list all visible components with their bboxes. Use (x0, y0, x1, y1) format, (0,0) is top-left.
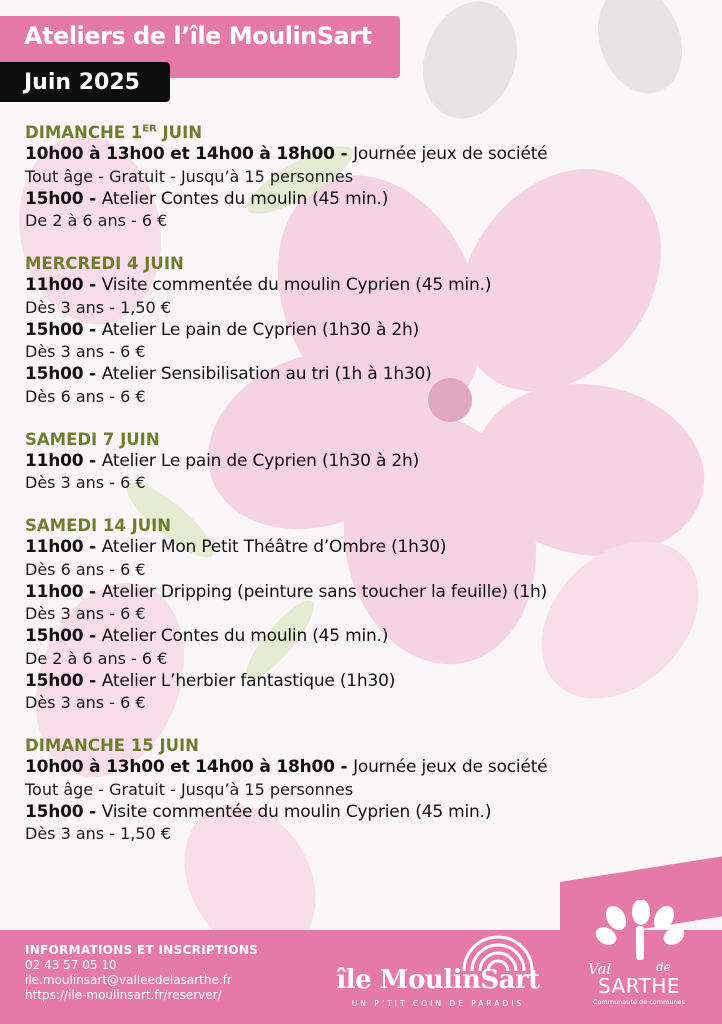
day-title (25, 735, 705, 756)
day-title-text: SAMEDI 14 JUIN (25, 516, 172, 535)
event-heading (25, 319, 705, 342)
day-title (25, 253, 705, 274)
day-title (25, 429, 705, 450)
event-separator: - (83, 450, 102, 471)
event-heading (25, 625, 705, 648)
event-info: Tout âge - Gratuit - Jusqu’à 15 personnes (25, 166, 354, 186)
day-section (25, 429, 705, 495)
event-time: 15h00 (25, 364, 84, 384)
event-time: 10h00 à 13h00 et 14h00 à 18h00 (25, 144, 335, 164)
event-heading (25, 143, 705, 166)
day-title-suffix: JUIN (156, 123, 203, 142)
event-name: Journée jeux de société (353, 757, 548, 777)
page-title: Ateliers de l’île MoulinSart (24, 22, 372, 50)
event-name: Visite commentée du moulin Cyprien (45 min.) (101, 801, 492, 822)
contact-info (25, 942, 258, 1003)
event-info: Dès 3 ans - 6 € (25, 693, 146, 712)
event-time: 11h00 (25, 581, 84, 602)
event-info: Dès 6 ans - 6 € (25, 559, 146, 579)
event-heading (25, 756, 705, 779)
day-section (25, 253, 705, 408)
event-separator: - (83, 581, 102, 602)
event-separator: - (83, 626, 102, 646)
day-title (25, 122, 705, 143)
hands-tree-icon (586, 900, 692, 962)
page-subtitle: Juin 2025 (24, 70, 140, 95)
event-separator: - (83, 670, 102, 691)
event-separator: - (83, 275, 102, 295)
event-info: Dès 3 ans - 6 € (25, 342, 146, 361)
day-title (25, 515, 705, 536)
event-time: 15h00 (25, 670, 84, 691)
event-heading (25, 188, 705, 211)
event-separator: - (83, 801, 102, 822)
day-title-text: DIMANCHE 1 (25, 123, 143, 142)
event-name: Atelier Le pain de Cyprien (1h30 à 2h) (101, 319, 420, 340)
event-name: Atelier Le pain de Cyprien (1h30 à 2h) (101, 450, 420, 471)
logo-name: île MoulinSart (336, 965, 540, 995)
event-heading (25, 801, 705, 824)
event-name: Atelier Sensibilisation au tri (1h à 1h30) (101, 364, 432, 384)
event-name: Atelier L’herbier fantastique (1h30) (101, 670, 396, 691)
day-title-text: MERCREDI 4 JUIN (25, 254, 184, 273)
event-name: Journée jeux de société (353, 144, 548, 164)
event-info: Dès 3 ans - 1,50 € (25, 824, 171, 843)
event-heading (25, 581, 705, 604)
event-heading (25, 536, 705, 559)
event-info: Dès 6 ans - 6 € (25, 386, 146, 406)
event-info: De 2 à 6 ans - 6 € (25, 648, 168, 668)
day-title-sup: ER (142, 123, 157, 135)
event-info: Tout âge - Gratuit - Jusqu’à 15 personnes (25, 779, 354, 799)
event-info: Dès 3 ans - 1,50 € (25, 297, 171, 317)
event-time: 15h00 (25, 188, 84, 209)
val-de-sarthe-logo (586, 900, 698, 1018)
event-name: Atelier Contes du moulin (45 min.) (101, 188, 389, 209)
event-separator: - (334, 144, 354, 164)
day-title-text: SAMEDI 7 JUIN (25, 429, 160, 449)
event-info: Dès 3 ans - 6 € (25, 604, 146, 623)
day-section (25, 122, 705, 232)
event-heading (25, 274, 705, 297)
event-separator: - (334, 757, 354, 777)
phone-number[interactable]: 02 43 57 05 10 (25, 958, 117, 972)
event-time: 10h00 à 13h00 et 14h00 à 18h00 (25, 757, 335, 777)
partner-val: Val (588, 960, 612, 978)
event-info: De 2 à 6 ans - 6 € (25, 211, 168, 230)
event-time: 11h00 (25, 450, 84, 471)
event-heading (25, 363, 705, 386)
event-time: 15h00 (25, 801, 84, 822)
event-time: 15h00 (25, 626, 84, 646)
info-title: INFORMATIONS ET INSCRIPTIONS (25, 943, 259, 957)
program-list (25, 122, 705, 866)
event-info: Dès 3 ans - 6 € (25, 473, 146, 492)
logo-tagline: UN P’TIT COIN DE PARADIS (351, 999, 525, 1008)
event-time: 11h00 (25, 537, 84, 557)
event-name: Atelier Mon Petit Théâtre d’Ombre (1h30) (101, 537, 447, 557)
event-separator: - (83, 537, 102, 557)
event-separator: - (83, 188, 102, 209)
reservation-link[interactable]: https://ile-moulinsart.fr/reserver/ (25, 988, 222, 1002)
day-section (25, 515, 705, 714)
event-name: Visite commentée du moulin Cyprien (45 min.) (101, 275, 492, 295)
email-link[interactable]: ile.moulinsart@valleedelasarthe.fr (25, 973, 232, 987)
event-time: 11h00 (25, 275, 84, 295)
partner-subtitle: Communauté de communes (592, 998, 686, 1006)
event-separator: - (83, 319, 102, 340)
moulinsart-logo (322, 935, 554, 1017)
event-heading (25, 670, 705, 693)
event-separator: - (83, 364, 102, 384)
event-name: Atelier Contes du moulin (45 min.) (101, 626, 389, 646)
day-section (25, 735, 705, 845)
partner-sarthe: SARTHE (597, 974, 681, 998)
event-heading (25, 450, 705, 473)
day-title-text: DIMANCHE 15 JUIN (25, 736, 199, 755)
event-time: 15h00 (25, 319, 84, 340)
partner-de: de (656, 960, 671, 974)
event-name: Atelier Dripping (peinture sans toucher la feuille) (1h) (101, 581, 548, 602)
